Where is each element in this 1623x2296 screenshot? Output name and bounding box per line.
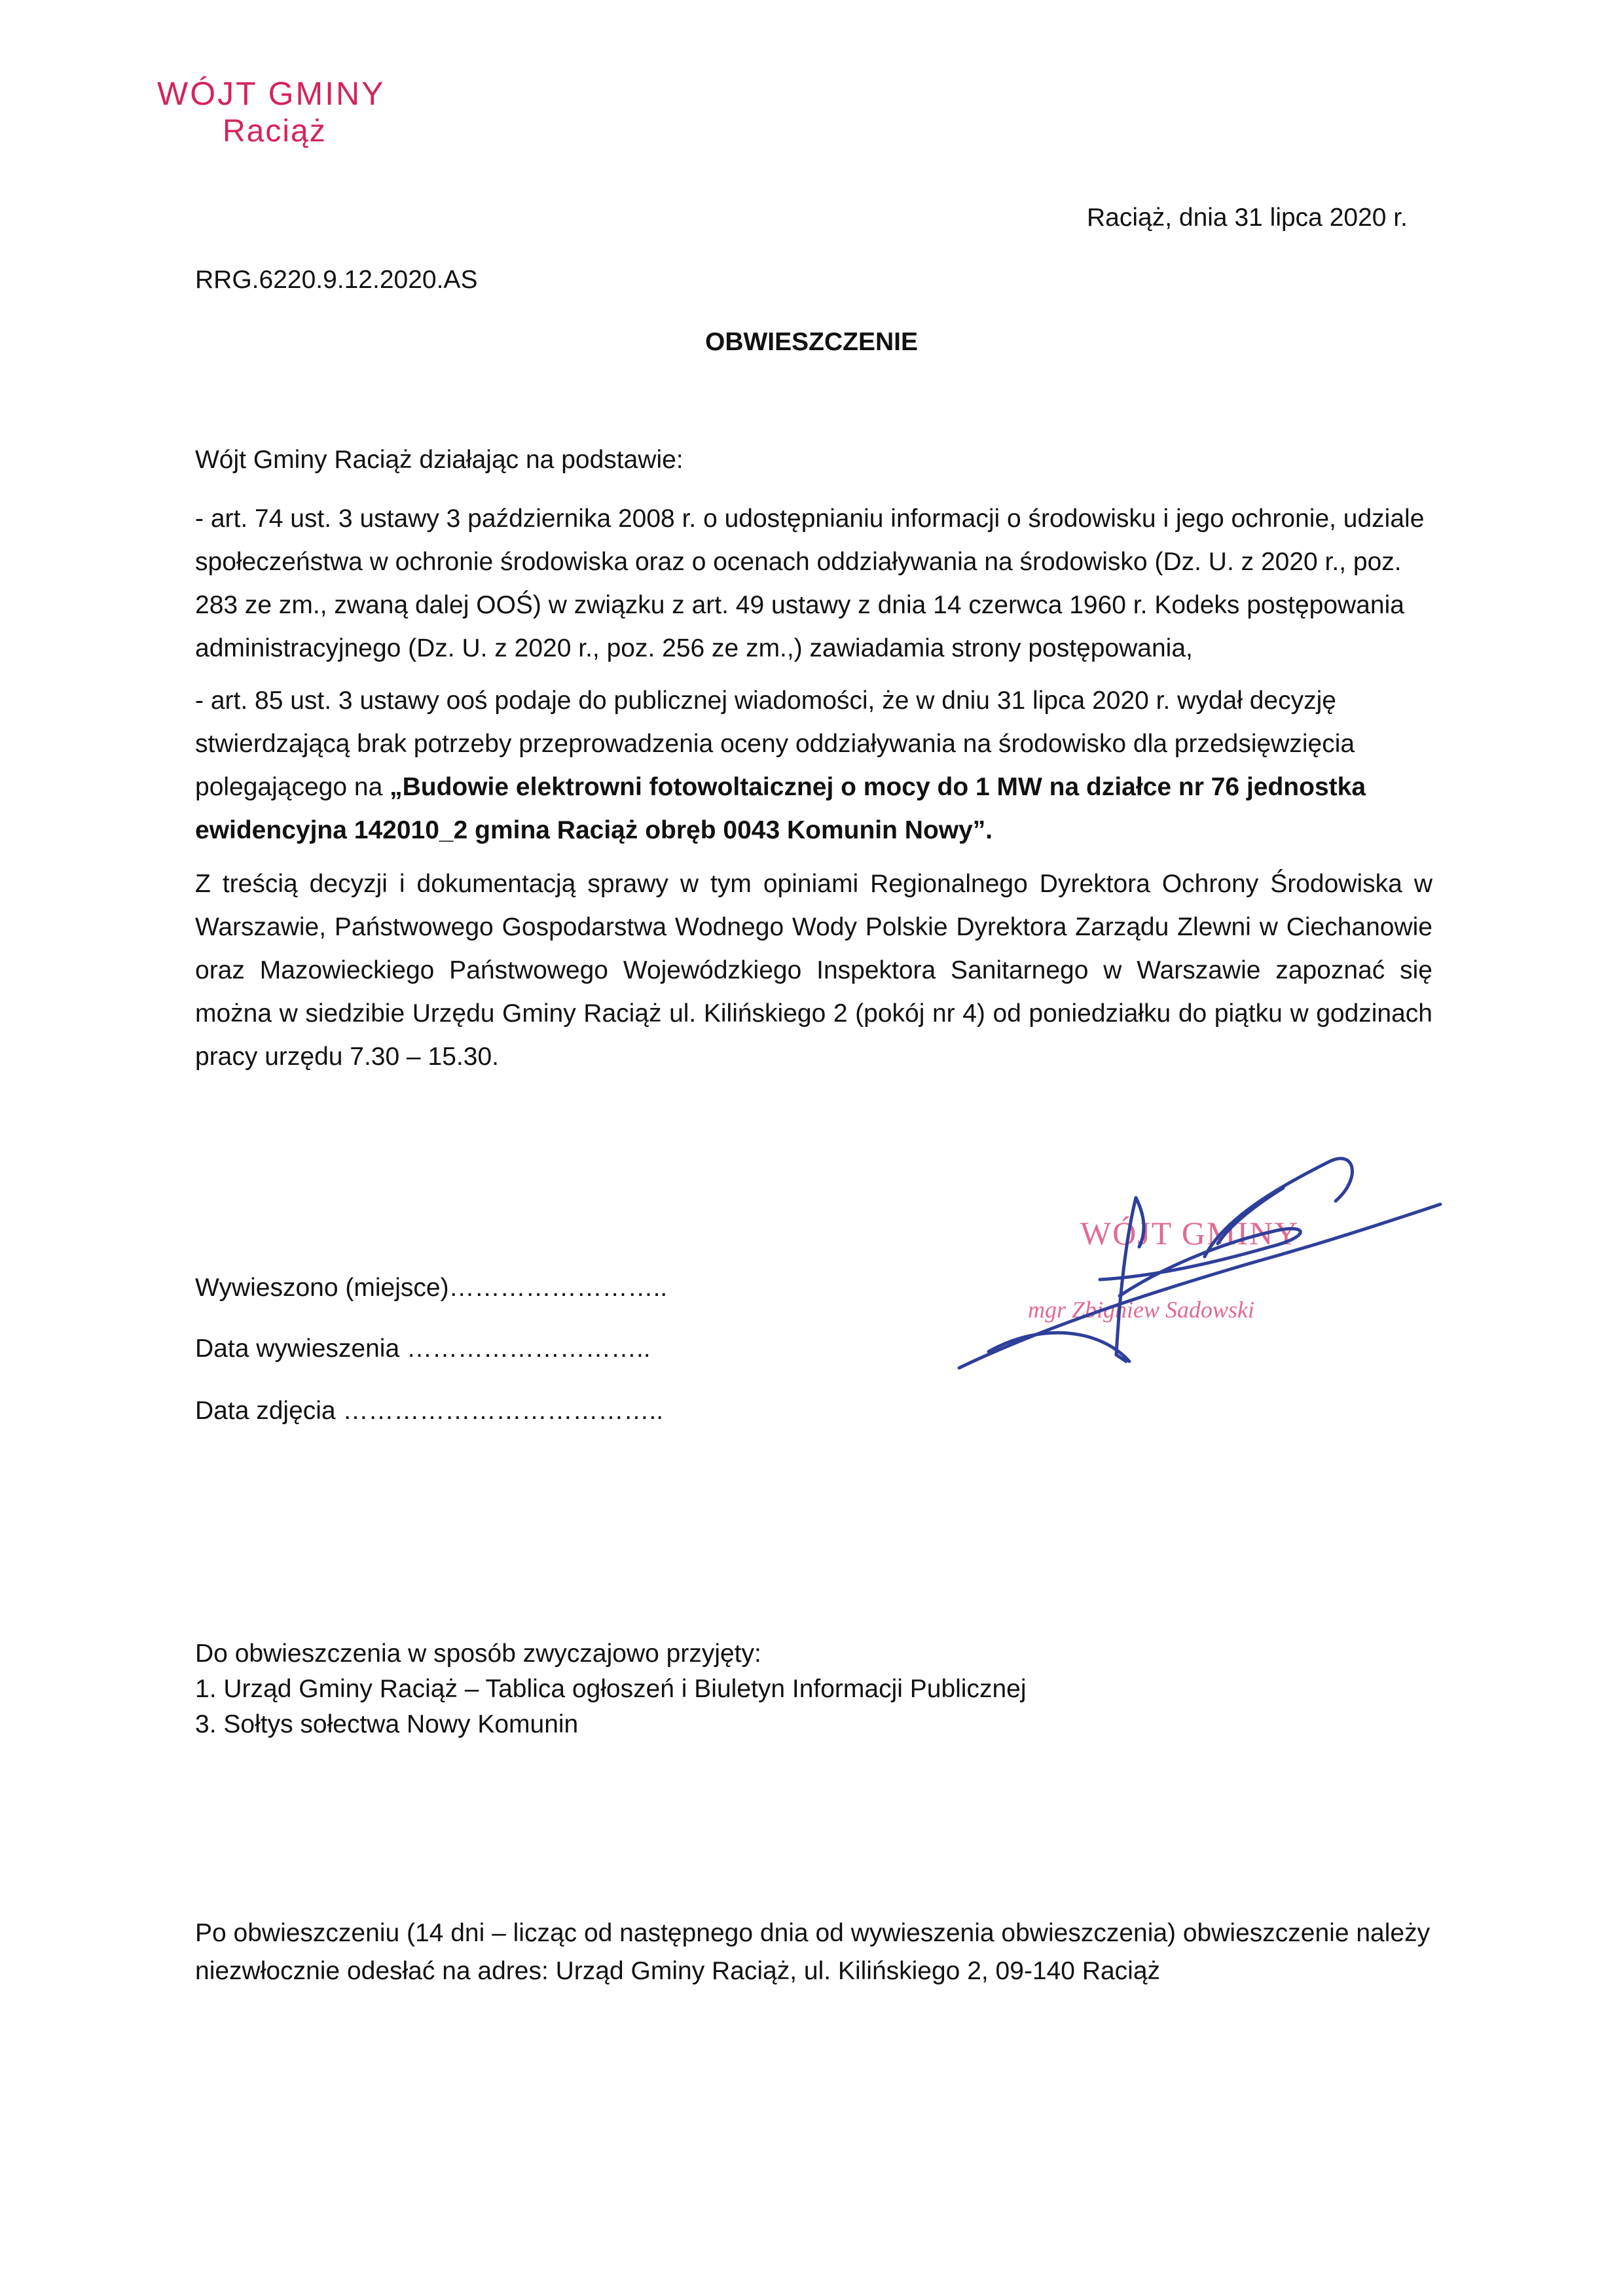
stamp-line-2: Raciąż — [223, 113, 327, 149]
distribution-item: 3. Sołtys sołectwa Nowy Komunin — [195, 1710, 579, 1738]
legal-basis-paragraph: - art. 74 ust. 3 ustawy 3 października 2008 r. o udostępnianiu informacji o środowisku i jego ochronie, udziale społeczeństwa w ochronie środowiska oraz o ocenach oddziaływania na środowisko (Dz. U. z 2020 r., poz. 283 ze zm., zwaną dalej OOŚ) w związku z art. 49 ustawy z dnia 14 czerwca 1960 r. Kodeks postępowania administracyjnego (Dz. U. z 2020 r., poz. 256 ze zm.,) zawiadamia strony postępowania, — [195, 505, 1425, 662]
distribution-list — [195, 1636, 1027, 1742]
field-dots: …………………….. — [448, 1274, 668, 1302]
field-label: Data zdjęcia — [195, 1397, 336, 1425]
handwritten-signature-icon — [943, 1139, 1453, 1388]
field-dots: ……………………………….. — [335, 1397, 664, 1425]
project-name: „Budowie elektrowni fotowoltaicznej o mocy do 1 MW na działce nr 76 jednostka ewidencyjna 142010_2 gmina Raciąż obręb 0043 Komunin Nowy”. — [195, 773, 1366, 844]
signature-stamp-name: mgr Zbigniew Sadowski — [1028, 1297, 1255, 1323]
decision-paragraph — [195, 679, 1432, 852]
signature-block — [943, 1139, 1453, 1388]
office-stamp — [157, 75, 386, 149]
distribution-item: 1. Urząd Gminy Raciąż – Tablica ogłoszeń i Biuletyn Informacji Publicznej — [195, 1675, 1027, 1703]
distribution-heading: Do obwieszczenia w sposób zwyczajowo przyjęty: — [195, 1640, 761, 1668]
field-label: Wywieszono (miejsce) — [195, 1274, 449, 1302]
signature-stamp-title: WÓJT GMINY — [1080, 1215, 1300, 1251]
posted-date-field — [195, 1327, 651, 1371]
posted-place-field — [195, 1266, 667, 1310]
field-label: Data wywieszenia — [195, 1335, 400, 1363]
reference-number: RRG.6220.9.12.2020.AS — [195, 266, 478, 294]
place-date: Raciąż, dnia 31 lipca 2020 r. — [1087, 204, 1408, 232]
intro-text: Wójt Gminy Raciąż działając na podstawie: — [195, 446, 684, 474]
field-dots: ……………………….. — [399, 1335, 651, 1363]
removal-date-field — [195, 1390, 663, 1433]
decision-text: - art. 85 ust. 3 ustawy ooś podaje do publicznej wiadomości, że w dniu 31 lipca 2020 r. wydał decyzję stwierdzającą brak potrzeby przeprowadzenia oceny oddziaływania na środowisko dla przedsięwzięcia polegającego na — [195, 687, 1355, 801]
access-paragraph: Z treścią decyzji i dokumentacją sprawy w tym opiniami Regionalnego Dyrektora Ochrony Środowiska w Warszawie, Państwowego Gospodarstwa Wodnego Wody Polskie Dyrektora Zarządu Zlewni w Ciechanowie oraz Mazowieckiego Państwowego Wojewódzkiego Inspektora Sanitarnego w Warszawie zapoznać się można w siedzibie Urzędu Gminy Raciąż ul. Kilińskiego 2 (pokój nr 4) od poniedziałku do piątku w godzinach pracy urzędu 7.30 – 15.30. — [195, 870, 1432, 1071]
return-instruction: Po obwieszczeniu (14 dni – licząc od następnego dnia od wywieszenia obwieszczenia) obwieszczenie należy niezwłocznie odesłać na adres: Urząd Gminy Raciąż, ul. Kilińskiego 2, 09-140 Raciąż — [195, 1919, 1431, 1985]
document-title: OBWIESZCZENIE — [704, 328, 918, 356]
stamp-line-1: WÓJT GMINY — [157, 75, 386, 112]
